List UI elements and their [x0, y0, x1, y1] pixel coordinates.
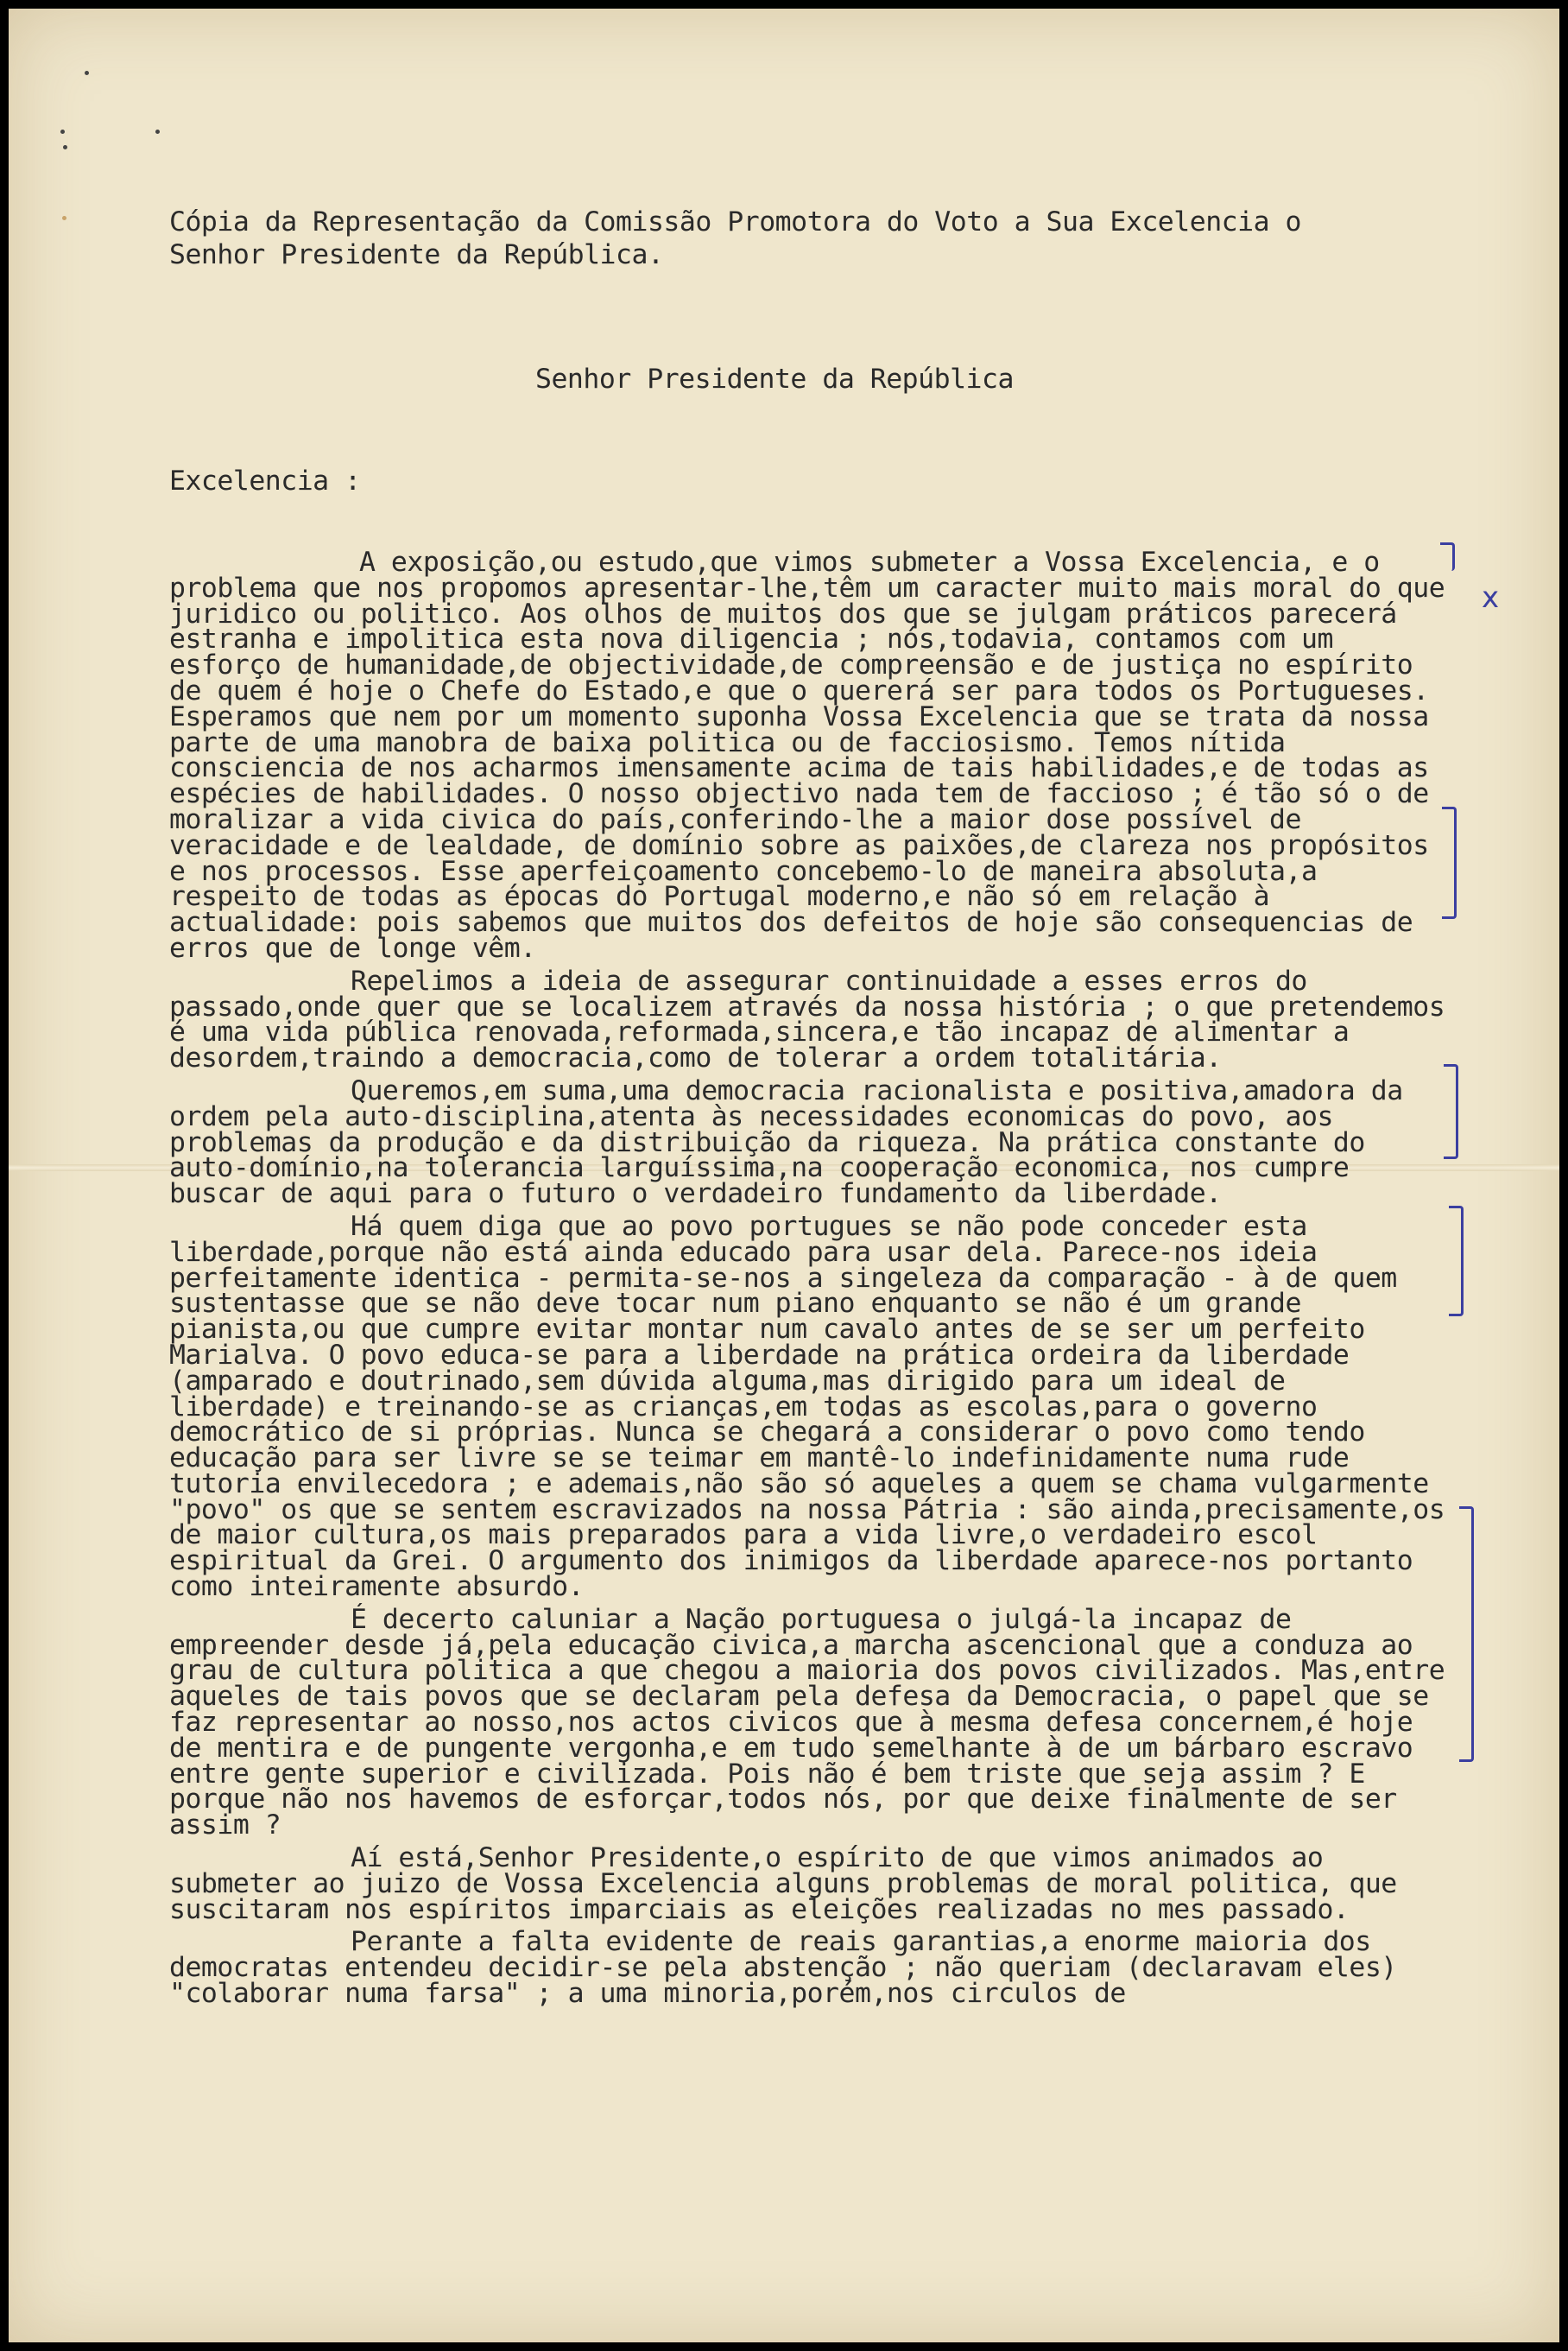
speck [62, 216, 66, 220]
paragraph: Repelimos a ideia de assegurar continuidade a esses erros do passado,onde quer que se localizem através da nossa história ; o que pretendemos é uma vida pública renovada,reformada,sincera,e tão incapaz de alimentar a desordem,traindo a democracia,como de tolerar a ordem totalitária. [169, 965, 1445, 1074]
speck [85, 71, 89, 75]
speck [155, 130, 160, 134]
paragraph: A exposição,ou estudo,que vimos submeter a Vossa Excelencia, e o problema que nos propomos apresentar-lhe,têm um caracter muito mais moral do que juridico ou politico. Aos olhos de muitos dos que se julgam práticos parecerá estranha e impolitica esta nova diligencia ; nós,todavia, contamos com um esforço de humanidade,de objectividade,de compreensão e de justiça no espírito de quem é hoje o Chefe do Estado,e que o quererá ser para todos os Portugueses. Esperamos que nem por um momento suponha Vossa Excelencia que se trata da nossa parte de uma manobra de baixa politica ou de facciosismo. Temos nítida consciencia de nos acharmos imensamente acima de tais habilidades,e de todas as espécies de habilidades. O nosso objectivo nada tem de faccioso ; é tão só o de moralizar a vida civica do país,conferindo-lhe a maior dose possível de veracidade e de lealdade, de domínio sobre as paixões,de clareza nos propósitos e nos processos. Esse aperfeiçoamento concebemo-lo de maneira absoluta,a respeito de todas as épocas do Portugal moderno,e não só em relação à actualidade: pois sabemos que muitos dos defeitos de hoje são consequencias de erros que de longe vêm. [169, 547, 1445, 964]
paragraph: Há quem diga que ao povo portugues se não pode conceder esta liberdade,porque não está ainda educado para usar dela. Parece-nos ideia perfeitamente identica - permita-se-nos a singeleza da comparação - à de quem sustentasse que se não deve tocar num piano enquanto se não é um grande pianista,ou que cumpre evitar montar num cavalo antes de se ser um perfeito Marialva. O povo educa-se para a liberdade na prática ordeira da liberdade (amparado e doutrinado,sem dúvida alguma,mas dirigido para um ideal de liberdade) e treinando-se as crianças,em todas as escolas,para o governo democrático de si próprias. Nunca se chegará a considerar o povo como tendo educação para ser livre se se teimar em mantê-lo indefinidamente numa rude tutoria envilecedora ; e ademais,não são só aqueles a quem se chama vulgarmente "povo" os que se sentem escravizados na nossa Pátria : são ainda,precisamente,os de maior cultura,os mais preparados para a vida livre,o verdadeiro escol espiritual da Grei. O argumento dos inimigos da liberdade aparece-nos portanto como inteiramente absurdo. [169, 1210, 1445, 1603]
document-page [9, 9, 1559, 2342]
heading-line: Senhor Presidente da República. [169, 239, 664, 270]
margin-bracket [1444, 1064, 1458, 1159]
paragraph: Perante a falta evidente de reais garantias,a enorme maioria dos democratas entendeu decidir-se pela abstenção ; não queriam (declaravam eles) "colaborar numa farsa" ; a uma minoria,porém,nos circulos de [169, 1926, 1397, 2010]
paragraph: Aí está,Senhor Presidente,o espírito de que vimos animados ao submeter ao juizo de Vossa Excelencia alguns problemas de moral politica, que suscitaram nos espíritos imparciais as eleições realizadas no mes passado. [169, 1842, 1397, 1925]
margin-bracket [1449, 1206, 1464, 1316]
speck [60, 130, 65, 134]
addressee: Senhor Presidente da República [535, 364, 1014, 395]
letter-body [169, 547, 1447, 2014]
paragraph: É decerto caluniar a Nação portuguesa o julgá-la incapaz de empreender desde já,pela educação civica,a marcha ascencional que a conduza ao grau de cultura politica a que chegou a maioria dos povos civilizados. Mas,entre aqueles de tais povos que se declaram pela defesa da Democracia, o papel que se faz representar ao nosso,nos actos civicos que à mesma defesa concernem,é hoje de mentira e de pungente vergonha,e em tudo semelhante à de um bárbaro escravo entre gente superior e civilizada. Pois não é bem triste que seja assim ? E porque não nos havemos de esforçar,todos nós, por que deixe finalmente de ser assim ? [169, 1603, 1445, 1841]
margin-x-mark: x [1482, 580, 1500, 615]
document-heading [169, 206, 1464, 271]
margin-bracket [1440, 542, 1455, 571]
margin-bracket [1442, 807, 1457, 919]
paragraph: Queremos,em suma,uma democracia racionalista e positiva,amadora da ordem pela auto-disciplina,atenta às necessidades economicas do povo, aos problemas da produção e da distribuição da riqueza. Na prática constante do auto-domínio,na tolerancia larguíssima,na cooperação economica, nos cumpre buscar de aqui para o futuro o verdadeiro fundamento da liberdade. [169, 1074, 1403, 1210]
speck [63, 145, 67, 149]
heading-line: Cópia da Representação da Comissão Promotora do Voto a Sua Excelencia o [169, 206, 1301, 238]
salutation: Excelencia : [169, 466, 361, 497]
margin-bracket [1459, 1506, 1474, 1762]
